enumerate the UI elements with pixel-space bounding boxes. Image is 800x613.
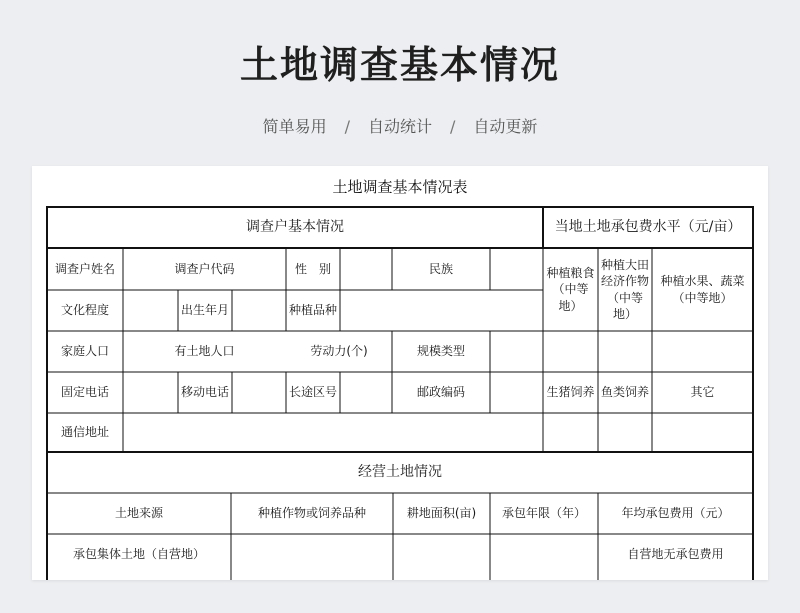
fee-label-fruit-veg: 种植水果、蔬菜（中等地） [660,274,745,305]
fee-label-fish: 鱼类饲养 [600,385,649,400]
col-annual-contract-fee: 年均承包费用（元） [621,506,730,521]
label-birth-date: 出生年月 [180,303,229,318]
tag-separator: / [344,117,350,136]
label-scale-type: 规模类型 [416,344,465,359]
land-row-source: 承包集体土地（自营地） [72,547,205,562]
label-landline-phone: 固定电话 [60,385,109,400]
label-mobile-phone: 移动电话 [180,385,229,400]
label-labor-count: 劳动力(个) [310,344,368,359]
label-area-code: 长途区号 [288,385,337,400]
label-household-name: 调查户姓名 [54,261,115,276]
section-household-basic: 调查户基本情况 [246,219,344,236]
label-gender: 性 别 [294,261,331,276]
feature-tagline [0,114,800,137]
land-row-annual-fee: 自营地无承包费用 [627,547,724,562]
col-crop-or-livestock: 种植作物或饲养品种 [257,506,366,521]
col-contract-term: 承包年限（年） [501,506,586,521]
label-household-population: 家庭人口 [60,344,109,359]
survey-sheet [32,166,768,580]
label-land-population: 有土地人口 [174,344,235,359]
tag-auto-update: 自动更新 [473,117,538,136]
label-education: 文化程度 [60,303,109,318]
tag-auto-stats: 自动统计 [367,117,432,136]
section-contract-fee-level: 当地土地承包费水平（元/亩） [554,219,742,236]
fee-label-grain: 种植粮食（中等地） [546,266,595,313]
fee-label-cash-crop: 种植大田经济作物（中等地） [600,258,649,321]
section-land-operation: 经营土地情况 [358,464,442,481]
page-title: 土地调查基本情况 [239,43,560,87]
label-crop-variety: 种植品种 [288,303,337,318]
label-household-code: 调查户代码 [174,261,235,276]
label-address: 通信地址 [60,425,109,440]
fee-label-pig: 生猪饲养 [546,385,595,400]
fee-label-other: 其它 [690,385,715,400]
col-land-source: 土地来源 [114,506,163,521]
sheet-title: 土地调查基本情况表 [332,178,468,196]
label-ethnicity: 民族 [428,261,453,276]
label-postcode: 邮政编码 [416,385,465,400]
tag-easy: 简单易用 [262,117,327,136]
col-farmland-area: 耕地面积(亩) [406,506,477,521]
tag-separator: / [450,117,456,136]
